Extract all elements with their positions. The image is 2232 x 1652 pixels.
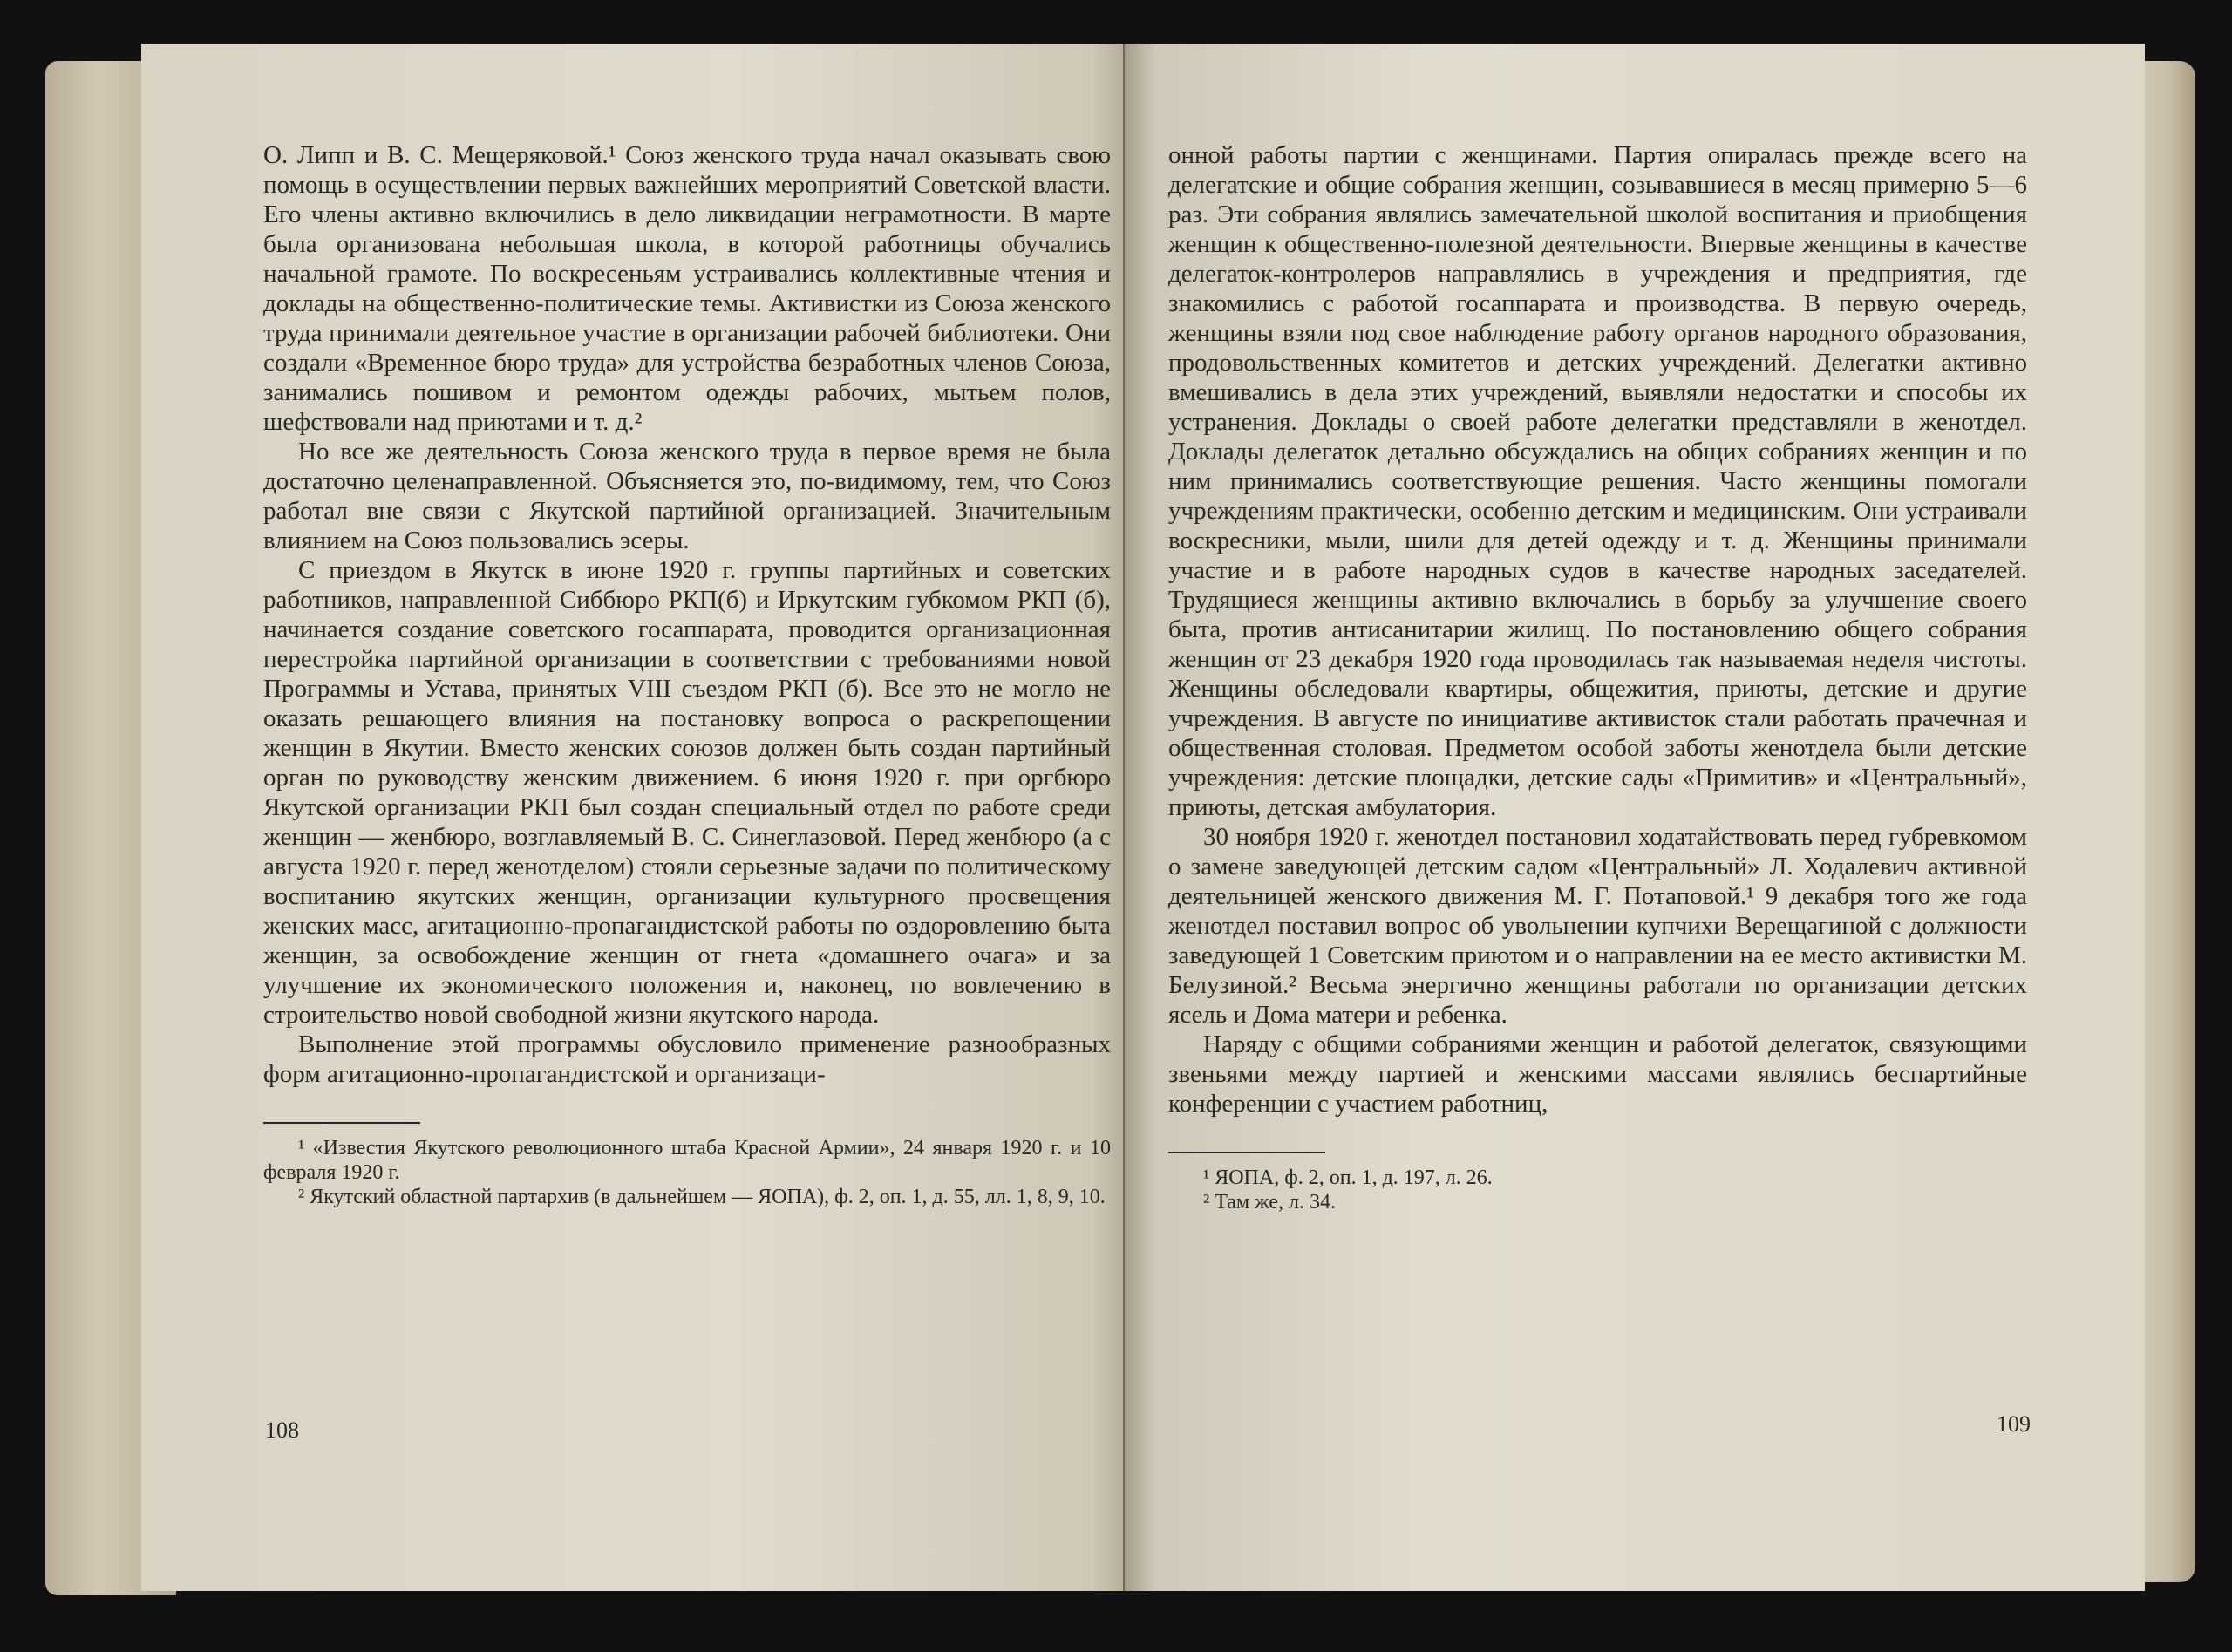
footnote: ¹ ЯОПА, ф. 2, оп. 1, д. 197, л. 26.	[1203, 1166, 1493, 1189]
left-page-text	[263, 140, 1111, 1209]
paragraph: Выполнение этой программы обусловило применение разнообразных форм агитационно-пропагандистской и организаци-	[263, 1030, 1111, 1088]
paragraph: онной работы партии с женщинами. Партия опиралась прежде всего на делегатские и общие собрания женщин, созывавшиеся в месяц примерно 5—6 раз. Эти собрания являлись замечательной школой воспитания и приобщения женщин к общественно-полезной деятельности. Впервые женщины в качестве делегаток-контролеров направлялись в учреждения и предприятия, где знакомились с работой госаппарата и производства. В первую очередь, женщины взяли под свое наблюдение работу органов народного образования, продовольственных комитетов и детских учреждений. Делегатки активно вмешивались в дела этих учреждений, выявляли недостатки и способы их устранения. Доклады о своей работе делегатки представляли в женотдел. Доклады делегаток детально обсуждались на общих собраниях женщин и по ним принимались соответствующие решения. Часто женщины помогали учреждениям практически, особенно детским и медицинским. Они устраивали воскресники, мыли, шили для детей одежду и т. д. Женщины принимали участие и в работе народных судов в качестве народных заседателей. Трудящиеся женщины активно включались в борьбу за улучшение своего быта, против антисанитарии жилищ. По постановлению общего собрания женщин от 23 декабря 1920 года проводилась так называемая неделя чистоты. Женщины обследовали квартиры, общежития, приюты, детские и другие учреждения. В августе по инициативе активисток стали работать прачечная и общественная столовая. Предметом особой заботы женотдела были детские учреждения: детские площадки, детские сады «Примитив» и «Центральный», приюты, детская амбулатория.	[1168, 141, 2027, 821]
right-page-text	[1168, 140, 2027, 1214]
page-number: 109	[1997, 1411, 2031, 1437]
footnote: ² Там же, л. 34.	[1203, 1191, 1336, 1214]
right-page	[1125, 44, 2145, 1591]
footnote: ¹ «Известия Якутского революционного штаба Красной Армии», 24 января 1920 г. и 10 февраля 1920 г.	[263, 1137, 1111, 1184]
footnote-rule	[263, 1122, 420, 1124]
paragraph: Наряду с общими собраниями женщин и работой делегаток, связующими звеньями между партией и женскими массами являлись беспартийные конференции с участием работниц,	[1168, 1030, 2027, 1118]
left-page	[141, 44, 1132, 1591]
paragraph: О. Липп и В. С. Мещеряковой.¹ Союз женского труда начал оказывать свою помощь в осуществлении первых важнейших мероприятий Советской власти. Его члены активно включились в дело ликвидации неграмотности. В марте была организована небольшая школа, в которой работницы обучались начальной грамоте. По воскресеньям устраивались коллективные чтения и доклады на общественно-политические темы. Активистки из Союза женского труда принимали деятельное участие в организации рабочей библиотеки. Они создали «Временное бюро труда» для устройства безработных членов Союза, занимались пошивом и ремонтом одежды рабочих, мытьем полов, шефствовали над приютами и т. д.²	[263, 141, 1111, 436]
footnotes	[263, 1136, 1111, 1209]
footnotes	[1168, 1166, 2027, 1214]
paragraph: С приездом в Якутск в июне 1920 г. группы партийных и советских работников, направленной Сиббюро РКП(б) и Иркутским губкомом РКП (б), начинается создание советского госаппарата, проводится организационная перестройка партийной организации в соответствии с требованиями новой Программы и Устава, принятых VIII съездом РКП (б). Все это не могло не оказать решающего влияния на постановку вопроса о раскрепощении женщин в Якутии. Вместо женских союзов должен быть создан партийный орган по руководству женским движением. 6 июня 1920 г. при оргбюро Якутской организации РКП был создан специальный отдел по работе среди женщин — женбюро, возглавляемый В. С. Синеглазовой. Перед женбюро (а с августа 1920 г. перед женотделом) стояли серьезные задачи по политическому воспитанию якутских женщин, организации культурного просвещения женских масс, агитационно-пропагандистской работы по оздоровлению быта женщин, за освобождение женщин от гнета «домашнего очага» и за улучшение их экономического положения и, наконец, по вовлечению в строительство новой свободной жизни якутского народа.	[263, 556, 1111, 1029]
page-number: 108	[265, 1417, 299, 1443]
footnote-rule	[1168, 1152, 1325, 1153]
paragraph: 30 ноября 1920 г. женотдел постановил ходатайствовать перед губревкомом о замене заведующей детским садом «Центральный» Л. Ходалевич активной деятельницей женского движения М. Г. Потаповой.¹ 9 декабря того же года женотдел поставил вопрос об увольнении купчихи Верещагиной с должности заведующей 1 Советским приютом и о направлении на ее место активистки М. Белузиной.² Весьма энергично женщины работали по организации детских ясель и Дома матери и ребенка.	[1168, 823, 2027, 1029]
footnote: ² Якутский областной партархив (в дальнейшем — ЯОПА), ф. 2, оп. 1, д. 55, лл. 1, 8, 9, 10.	[298, 1186, 1106, 1208]
paragraph: Но все же деятельность Союза женского труда в первое время не была достаточно целенаправленной. Объясняется это, по-видимому, тем, что Союз работал вне связи с Якутской партийной организацией. Значительным влиянием на Союз пользовались эсеры.	[263, 438, 1111, 554]
open-book	[35, 35, 2195, 1613]
